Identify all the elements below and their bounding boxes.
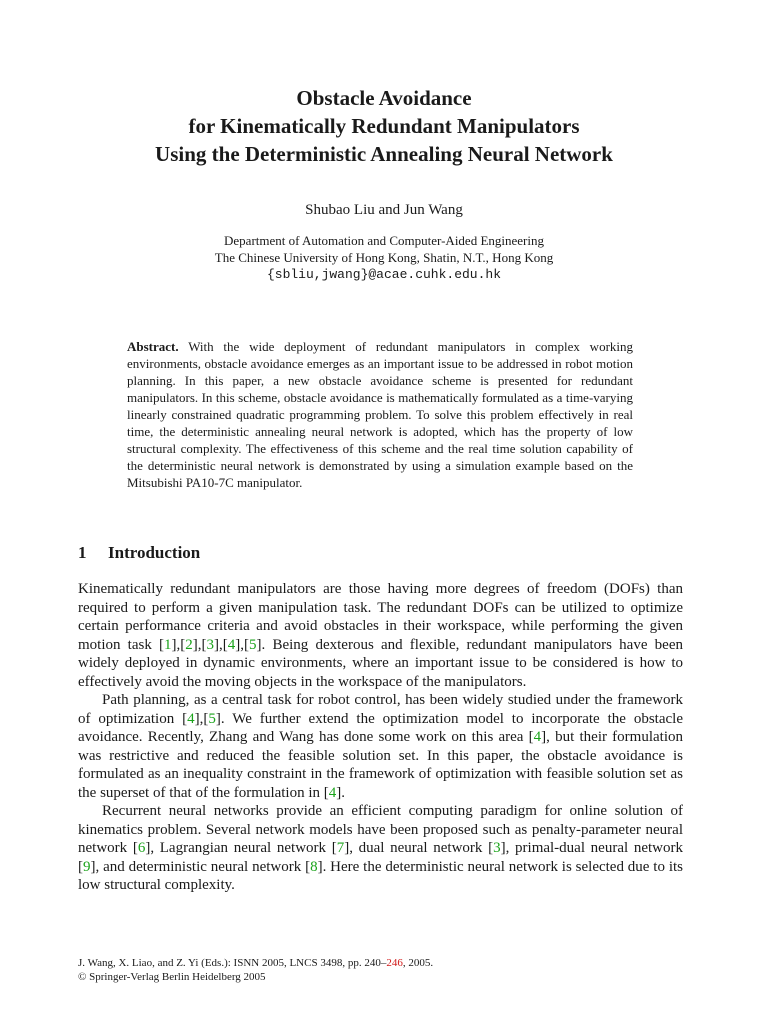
- paragraph-text: ]. Here the deterministic neural network is selected due to its low structural complexity.: [78, 858, 683, 893]
- citation-link[interactable]: 7: [336, 840, 345, 856]
- footer-citation-end: , 2005.: [402, 957, 434, 969]
- paragraph-text: Path planning, as a central task for robot control, has been widely studied under the framework of optimization [: [78, 692, 683, 727]
- citation-link[interactable]: 2: [185, 636, 193, 653]
- footer-page-link[interactable]: 246: [386, 957, 403, 969]
- footer-citation-text: J. Wang, X. Liao, and Z. Yi (Eds.): ISNN 2005, LNCS 3498, pp. 240–: [78, 957, 387, 969]
- section-number: 1: [78, 543, 87, 562]
- citation-link[interactable]: 4: [328, 784, 337, 801]
- paragraph-text: ], and deterministic neural network [: [90, 858, 311, 875]
- abstract-text: With the wide deployment of redundant manipulators in complex working environments, obstacle avoidance emerges as an important issue to be addressed in robot motion planning. In this paper, a new obstacle avoidance scheme is presented for redundant manipulators. In this scheme, obstacle avoidance is mathematically formulated as a time-varying linearly constrained quadratic programming problem. To solve this problem effectively in real time, the deterministic annealing neural network is adopted, which has the property of low structural complexity. The effectiveness of this scheme and the real time solution capability of the deterministic neural network is demonstrated by using a simulation example based on the Mitsubishi PA10-7C manipulator.: [127, 339, 634, 490]
- citation-link[interactable]: 9: [83, 858, 91, 875]
- paragraph-text: Kinematically redundant manipulators are those having more degrees of freedom (DOFs) than required to perform a given manipulation task. The redundant DOFs can be utilized to optimize certain performance criteria and avoid obstacles in their workspace, while performing the given motion task [: [78, 581, 683, 653]
- affiliation-university: The Chinese University of Hong Kong, Shatin, N.T., Hong Kong: [214, 250, 554, 265]
- abstract-label: Abstract.: [127, 339, 179, 354]
- section-heading: [78, 542, 200, 564]
- citation-link[interactable]: 3: [206, 636, 215, 653]
- paragraph: [78, 580, 683, 691]
- paragraph-text: Recurrent neural networks provide an efficient computing paradigm for online solution of kinematics problem. Several network models have been proposed such as penalty-parameter neural network [: [78, 803, 683, 856]
- paragraph-text: ].: [336, 784, 346, 801]
- affiliation: [0, 232, 768, 283]
- paragraph-text: ],[: [171, 636, 186, 653]
- citation-link[interactable]: 5: [249, 636, 257, 653]
- paragraph-text: ]. We further extend the optimization model to incorporate the obstacle avoidance. Recently, Zhang and Wang has done some work on this area [: [78, 710, 683, 745]
- footer-copyright: © Springer-Verlag Berlin Heidelberg 2005: [78, 971, 266, 983]
- authors: Shubao Liu and Jun Wang: [305, 202, 463, 218]
- citation-link[interactable]: 4: [227, 636, 236, 653]
- citation-link[interactable]: 8: [310, 858, 318, 875]
- citation-link[interactable]: 4: [533, 729, 542, 745]
- affiliation-department: Department of Automation and Computer-Aided Engineering: [224, 233, 544, 248]
- paragraph-text: ],[: [214, 636, 228, 653]
- title-line-2: for Kinematically Redundant Manipulators: [188, 114, 580, 138]
- footer: [78, 956, 433, 984]
- paragraph-text: ]. Being dexterous and flexible, redundant manipulators have been widely deployed in dynamic environments, where an important issue to be considered is how to effectively avoid the moving objects in the workspace of the manipulators.: [78, 636, 683, 690]
- citation-link[interactable]: 6: [137, 840, 146, 856]
- citation-link[interactable]: 3: [493, 840, 501, 856]
- affiliation-email: {sbliu,jwang}@acae.cuhk.edu.hk: [266, 267, 502, 282]
- section-title: Introduction: [108, 543, 201, 562]
- citation-link[interactable]: 1: [164, 636, 172, 653]
- paragraph: [78, 802, 683, 895]
- paragraph-text: ], Lagrangian neural network [: [145, 840, 337, 856]
- paragraph: [78, 691, 683, 802]
- paragraph-text: ], but their formulation was restrictive and reduced the feasible solution set. In this paper, the obstacle avoidance is formulated as an inequality constraint in the framework of optimization with feasible solution set as the superset of that of the formulation in [: [78, 729, 683, 801]
- paragraph-text: ], dual neural network [: [344, 840, 494, 856]
- body-text: [78, 580, 683, 895]
- citation-link[interactable]: 5: [208, 710, 216, 727]
- paragraph-text: ],[: [235, 636, 250, 653]
- citation-link[interactable]: 4: [187, 710, 195, 727]
- footer-citation: [78, 956, 433, 970]
- abstract: [127, 338, 633, 491]
- paragraph-text: ],[: [194, 710, 209, 727]
- paragraph-text: ],[: [192, 636, 207, 653]
- paper-title: [0, 84, 768, 168]
- title-line-3: Using the Deterministic Annealing Neural Network: [155, 142, 613, 166]
- title-line-1: Obstacle Avoidance: [296, 86, 472, 110]
- paragraph-text: ], primal-dual neural network [: [78, 840, 683, 875]
